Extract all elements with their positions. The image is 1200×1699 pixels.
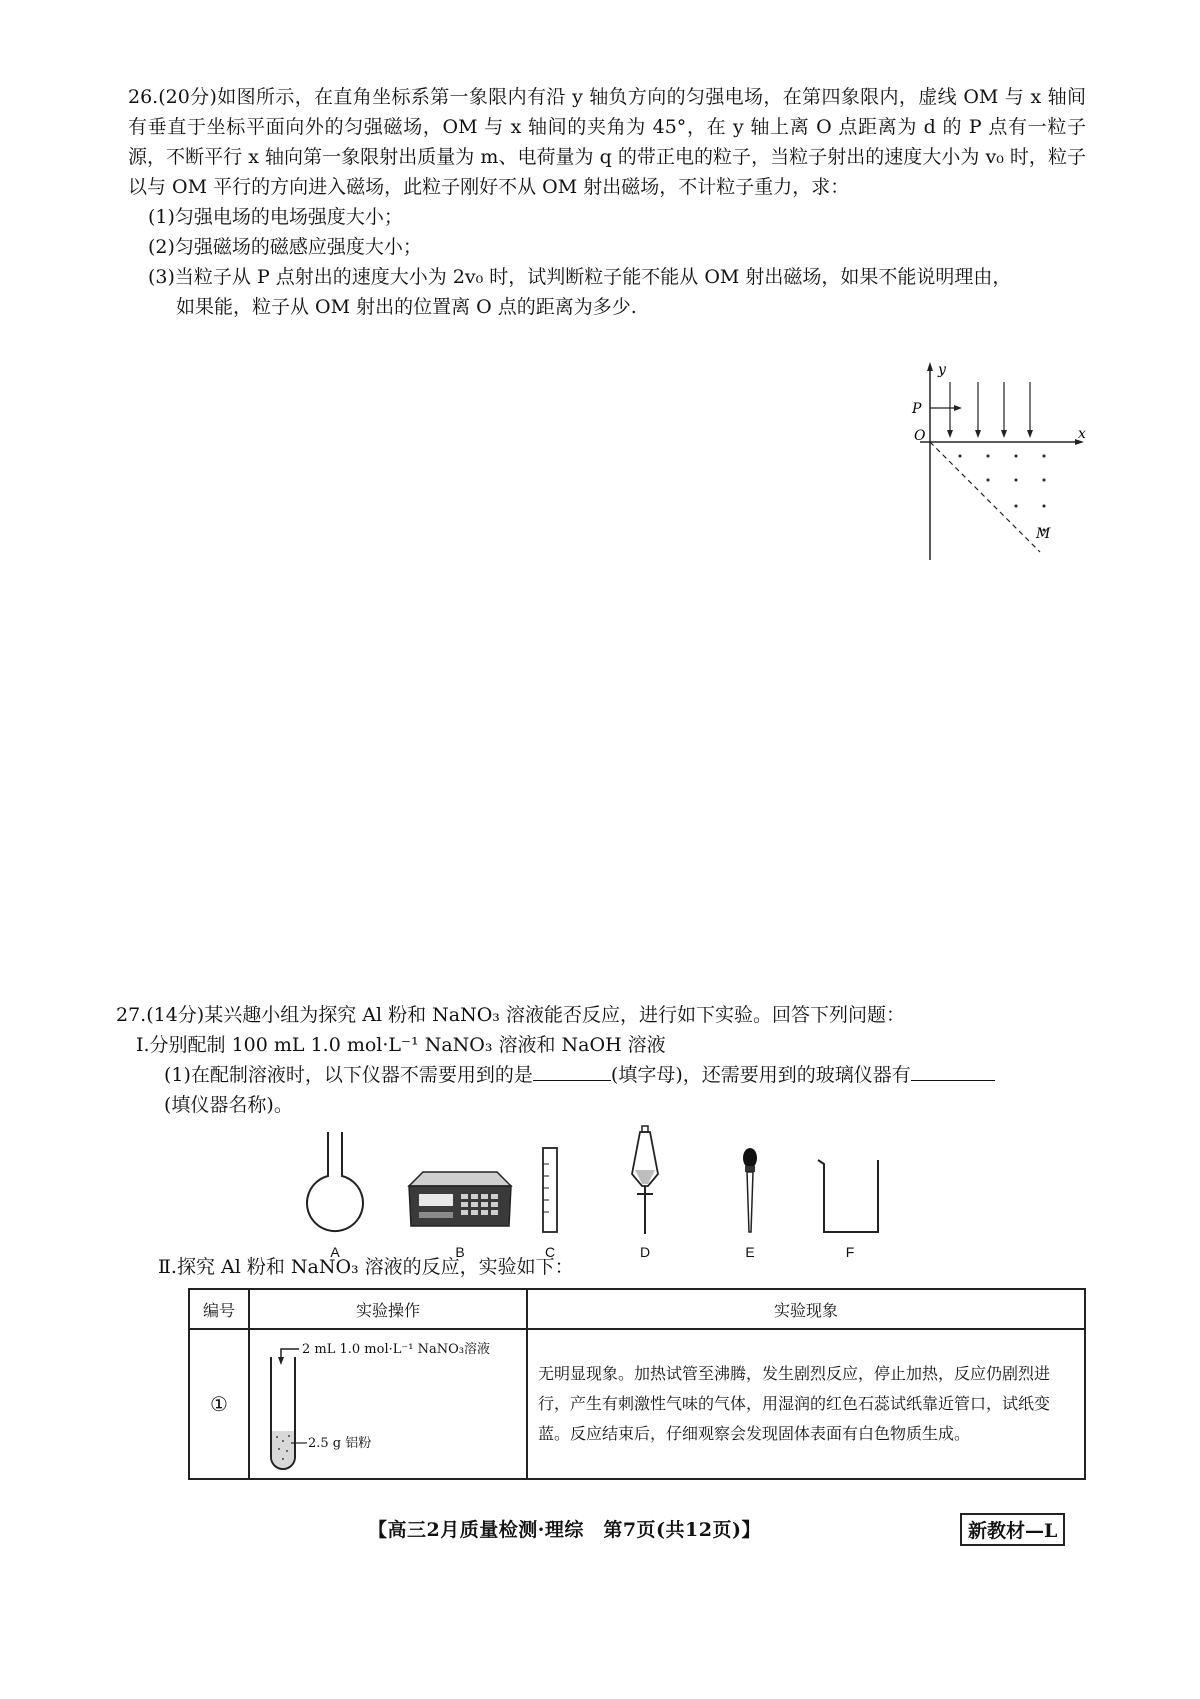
answer-blank-1[interactable] [533, 1062, 611, 1081]
y-axis-label: y [938, 362, 946, 378]
graduated-cylinder-icon [537, 1144, 563, 1236]
question-27-q1-b: (填字母)，还需要用到的玻璃仪器有 [610, 1064, 911, 1086]
round-flask-icon [303, 1128, 367, 1236]
experiment-table [188, 1288, 1086, 1480]
apparatus-d [625, 1124, 665, 1260]
op-label-solution: 2 mL 1.0 mol·L⁻¹ NaNO₃溶液 [302, 1342, 490, 1357]
question-26-part-3-cont: 如果能，粒子从 OM 射出的位置离 O 点的距离为多少. [176, 296, 637, 318]
point-p-label: P [912, 401, 922, 417]
header-observation: 实验现象 [527, 1289, 1085, 1329]
apparatus-c [530, 1144, 570, 1260]
apparatus-b [405, 1156, 515, 1260]
table-header-row [189, 1289, 1085, 1329]
question-27-part-1: Ⅰ.分别配制 100 mL 1.0 mol·L⁻¹ NaNO₃ 溶液和 NaOH 溶液 [136, 1034, 666, 1056]
question-26 [128, 82, 1086, 322]
apparatus-e [735, 1146, 765, 1260]
apparatus-a-letter: A [330, 1244, 340, 1260]
field-diagram [900, 360, 1090, 570]
apparatus-c-letter: C [544, 1244, 556, 1260]
dropper-icon [740, 1146, 760, 1236]
apparatus-e-letter: E [745, 1244, 755, 1260]
question-27-q1-a: (1)在配制溶液时，以下仪器不需要用到的是 [164, 1064, 533, 1086]
question-27-intro: 27.(14分)某兴趣小组为探究 Al 粉和 NaNO₃ 溶液能否反应，进行如下实验。回答下列问题： [116, 1004, 905, 1026]
apparatus-f-letter: F [845, 1244, 855, 1260]
question-27-q1-c: (填仪器名称)。 [164, 1094, 293, 1116]
table-row [189, 1329, 1085, 1479]
row-observation: 无明显现象。加热试管至沸腾，发生剧烈反应，停止加热，反应仍剧烈进行，产生有刺激性气味的气体，用湿润的红色石蕊试纸靠近管口，试纸变蓝。反应结束后，仔细观察会发现固体表面有白色物质生成。 [527, 1329, 1085, 1479]
question-27-part-2-text: Ⅱ.探究 Al 粉和 NaNO₃ 溶液的反应，实验如下： [158, 1256, 574, 1278]
origin-label: O [914, 428, 926, 444]
question-27-q1 [116, 1060, 1086, 1090]
question-27 [116, 1000, 1086, 1120]
apparatus-a [300, 1128, 370, 1260]
page-footer [0, 1513, 1200, 1545]
question-26-intro: 26.(20分)如图所示，在直角坐标系第一象限内有沿 y 轴负方向的匀强电场，在第四象限内，虚线 OM 与 x 轴间有垂直于坐标平面向外的匀强磁场，OM 与 x 轴间的夹角为 45°，在 y 轴上离 O 点距离为 d 的 P 点有一粒子源，不断平行 x 轴向第一象限射出质量为 m、电荷量为 q 的带正电的粒子，当粒子射出的速度大小为 v₀ 时，粒子以与 OM 平行的方向进入磁场，此粒子刚好不从 OM 射出磁场，不计粒子重力，求： [128, 86, 1086, 198]
beaker-icon [814, 1154, 886, 1236]
row-operation [249, 1329, 527, 1479]
apparatus-f [810, 1154, 890, 1260]
electronic-balance-icon [405, 1156, 515, 1236]
edition-badge: 新教材—L [960, 1513, 1065, 1546]
op-label-aluminum: 2.5 g 铝粉 [308, 1436, 372, 1451]
point-m-label: M [1036, 526, 1051, 542]
separatory-funnel-icon [628, 1124, 662, 1236]
apparatus-d-letter: D [639, 1244, 651, 1260]
footer-title: 【高三2月质量检测·理综 第7页(共12页)】 [368, 1519, 761, 1541]
answer-blank-2[interactable] [911, 1062, 995, 1081]
question-26-part-2: (2)匀强磁场的磁感应强度大小； [148, 236, 422, 258]
question-26-part-3: (3)当粒子从 P 点射出的速度大小为 2v₀ 时，试判断粒子能不能从 OM 射出磁场，如果不能说明理由， [148, 266, 1012, 288]
apparatus-b-letter: B [455, 1244, 465, 1260]
header-id: 编号 [189, 1289, 249, 1329]
header-operation: 实验操作 [249, 1289, 527, 1329]
apparatus-row [290, 1120, 1010, 1260]
x-axis-label: x [1078, 426, 1086, 442]
question-26-part-1: (1)匀强电场的电场强度大小； [148, 206, 403, 228]
row-id: ① [189, 1329, 249, 1479]
question-27-part-2 [158, 1252, 1058, 1282]
